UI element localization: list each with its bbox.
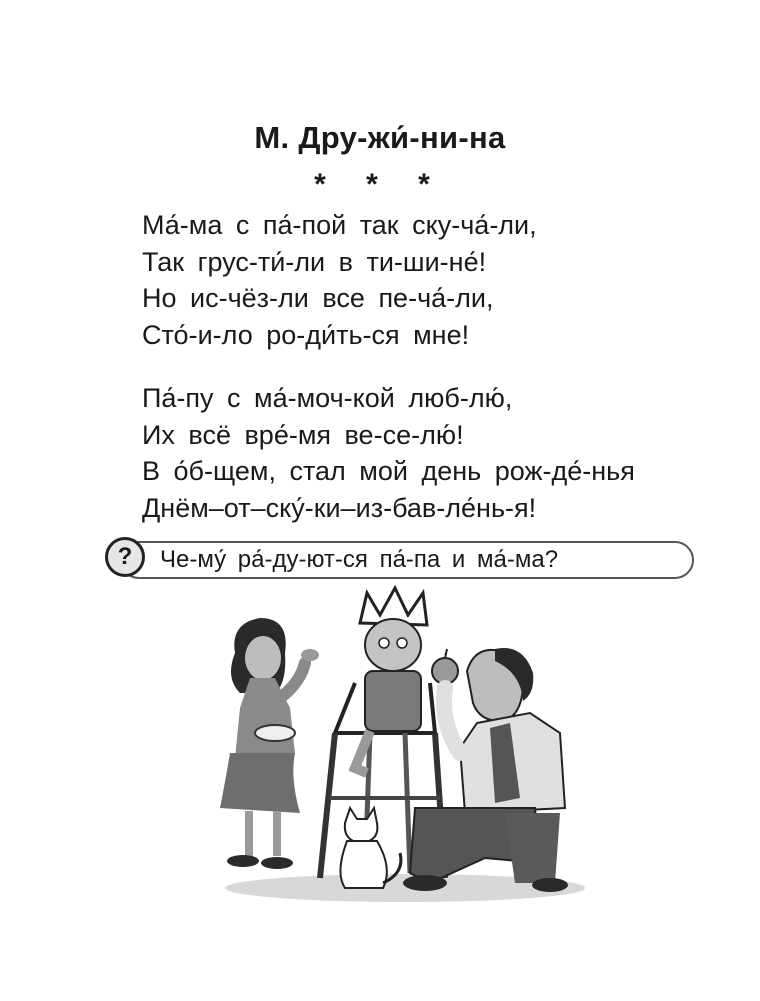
poem-line: Днём–от–ску́-ки–из-бав-ле́нь-я! xyxy=(142,492,537,523)
father-figure xyxy=(403,648,568,892)
poem-line: Ма́-ма с па́-пой так ску-ча́-ли, xyxy=(142,210,537,240)
family-birthday-illustration xyxy=(205,583,590,913)
poem-line: Па́-пу с ма́-моч-кой люб-лю́, xyxy=(142,383,513,413)
poem-stanza-2 xyxy=(142,380,742,526)
question-text: Че-му́ ра́-ду-ют-ся па́-па и ма́-ма? xyxy=(160,546,559,573)
cat-figure xyxy=(340,808,400,888)
poem-line: Сто́-и-ло ро-ди́ть-ся мне! xyxy=(142,319,470,350)
poem-line: В о́б-щем, стал мой день рож-де́-нья xyxy=(142,456,635,486)
question-mark-icon: ? xyxy=(105,537,145,577)
poem-stanza-1 xyxy=(142,207,742,353)
stanza-separator: * * * xyxy=(314,168,446,201)
mother-figure xyxy=(220,618,319,869)
poem-author-title: М. Дру-жи́-ни-на xyxy=(254,120,506,155)
poem-line: Но ис-чёз-ли все пе-ча́-ли, xyxy=(142,283,494,313)
poem-line: Так грус-ти́-ли в ти-ши-не́! xyxy=(142,246,487,277)
poem-line: Их всё вре́-мя ве-се-лю́! xyxy=(142,419,464,450)
